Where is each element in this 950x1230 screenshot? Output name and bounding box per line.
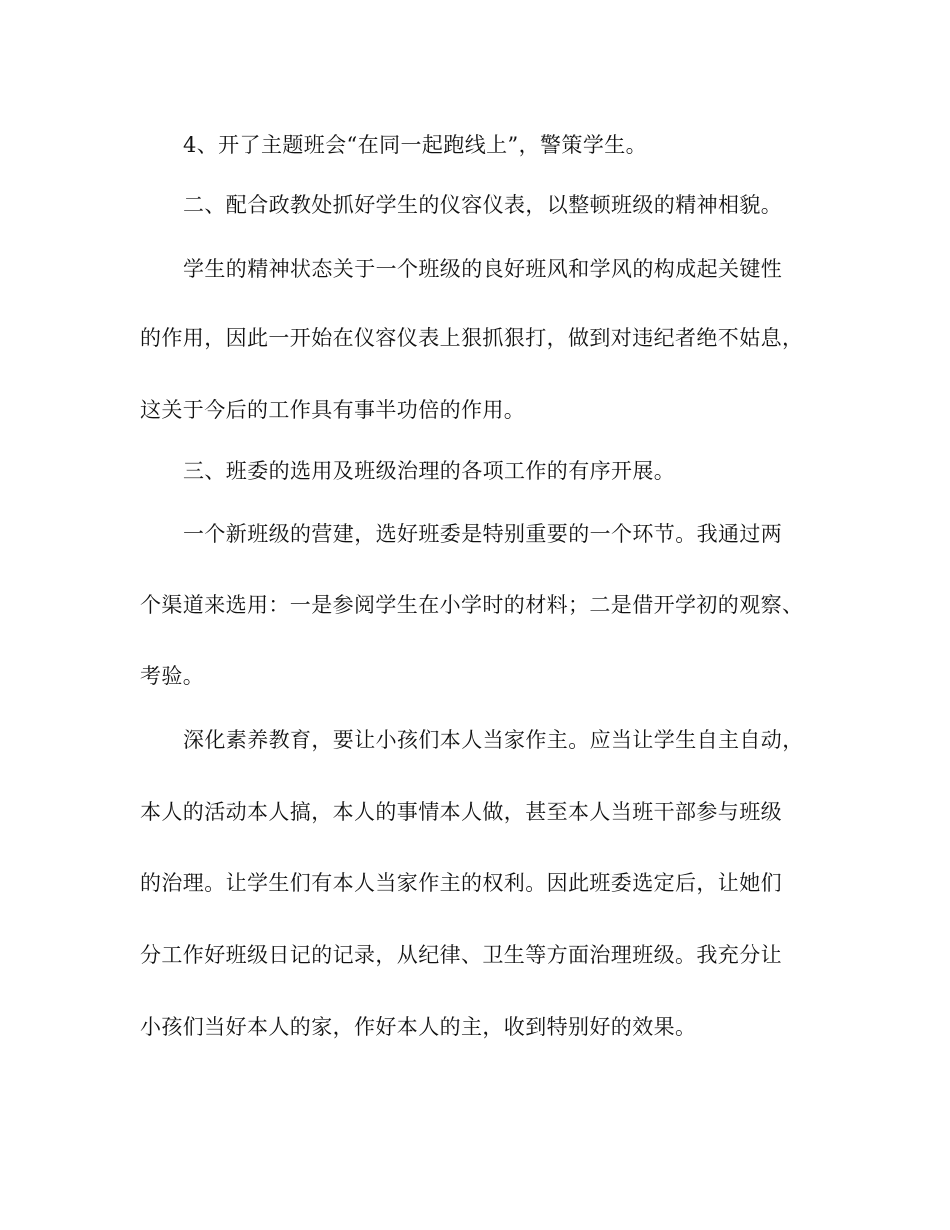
section-heading: 二、配合政教处抓好学生的仪容仪表，以整顿班级的精神相貌。 (183, 193, 783, 217)
paragraph-line: 这关于今后的工作具有事半功倍的作用。 (140, 398, 526, 422)
paragraph-line: 个渠道来选用：一是参阅学生在小学时的材料；二是借开学初的观察、 (140, 593, 804, 617)
section-heading: 三、班委的选用及班级治理的各项工作的有序开展。 (183, 459, 676, 483)
paragraph-line: 的作用，因此一开始在仪容仪表上狠抓狠打，做到对违纪者绝不姑息， (140, 326, 804, 350)
paragraph-line: 学生的精神状态关于一个班级的良好班风和学风的构成起关键性 (183, 257, 783, 281)
paragraph-line: 一个新班级的营建，选好班委是特别重要的一个环节。我通过两 (183, 522, 783, 546)
paragraph-line: 的治理。让学生们有本人当家作主的权利。因此班委选定后，让她们 (140, 871, 782, 895)
paragraph-line: 分工作好班级日记的记录，从纪律、卫生等方面治理班级。我充分让 (140, 943, 782, 967)
paragraph-line: 4、开了主题班会“在同一起跑线上”，警策学生。 (183, 133, 648, 157)
paragraph-line: 本人的活动本人搞，本人的事情本人做，甚至本人当班干部参与班级 (140, 800, 782, 824)
paragraph-line: 深化素养教育，要让小孩们本人当家作主。应当让学生自主自动， (183, 728, 804, 752)
paragraph-line: 考验。 (140, 664, 205, 688)
paragraph-line: 小孩们当好本人的家，作好本人的主，收到特别好的效果。 (140, 1015, 697, 1039)
